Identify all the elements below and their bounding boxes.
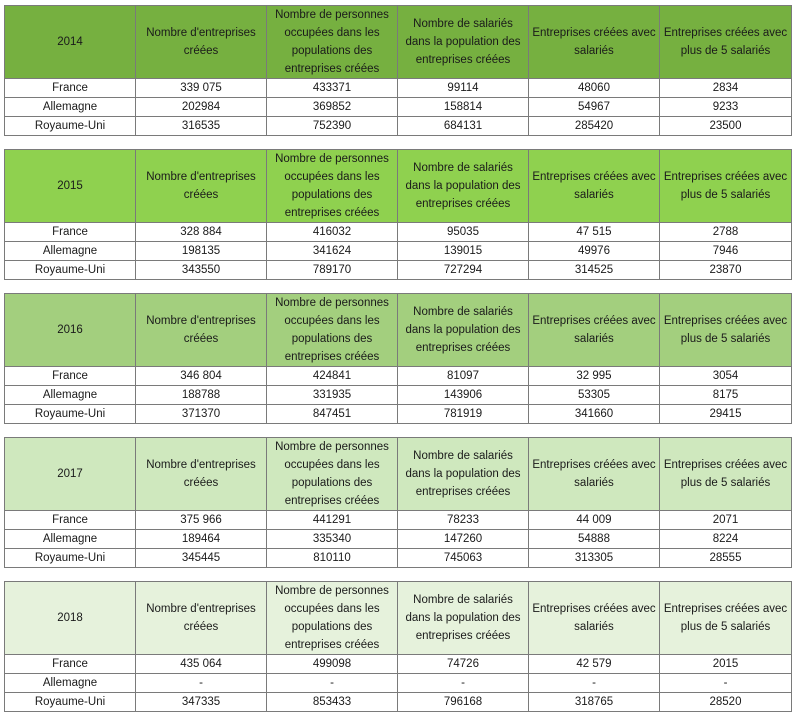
year-cell[interactable]: 2015	[5, 150, 136, 223]
table-row	[5, 223, 792, 242]
column-header-c5[interactable]: Entreprises créées avec plus de 5 salariés	[660, 6, 792, 79]
value-cell[interactable]: 313305	[529, 549, 660, 568]
table-row	[5, 98, 792, 117]
value-cell[interactable]: -	[660, 674, 792, 693]
column-header-c3[interactable]: Nombre de salariés dans la population des entreprises créées	[398, 150, 529, 223]
value-cell[interactable]: 202984	[136, 98, 267, 117]
column-header-c2[interactable]: Nombre de personnes occupées dans les populations des entreprises créées	[267, 438, 398, 511]
column-header-c2[interactable]: Nombre de personnes occupées dans les populations des entreprises créées	[267, 6, 398, 79]
value-cell[interactable]: 2071	[660, 511, 792, 530]
value-cell[interactable]: 147260	[398, 530, 529, 549]
year-cell[interactable]: 2018	[5, 582, 136, 655]
column-header-c3[interactable]: Nombre de salariés dans la population des entreprises créées	[398, 582, 529, 655]
header-row	[5, 438, 792, 511]
country-cell[interactable]: France	[5, 367, 136, 386]
column-header-c2[interactable]: Nombre de personnes occupées dans les populations des entreprises créées	[267, 582, 398, 655]
column-header-c4[interactable]: Entreprises créées avec salariés	[529, 6, 660, 79]
value-cell[interactable]: 143906	[398, 386, 529, 405]
value-cell[interactable]: 499098	[267, 655, 398, 674]
table-row	[5, 79, 792, 98]
value-cell[interactable]: 32 995	[529, 367, 660, 386]
value-cell[interactable]: 346 804	[136, 367, 267, 386]
value-cell[interactable]: 314525	[529, 261, 660, 280]
value-cell[interactable]: -	[136, 674, 267, 693]
column-header-c4[interactable]: Entreprises créées avec salariés	[529, 294, 660, 367]
value-cell[interactable]: 343550	[136, 261, 267, 280]
column-header-c5[interactable]: Entreprises créées avec plus de 5 salariés	[660, 150, 792, 223]
country-cell[interactable]: France	[5, 223, 136, 242]
column-header-c1[interactable]: Nombre d'entreprises créées	[136, 6, 267, 79]
value-cell[interactable]: 345445	[136, 549, 267, 568]
country-cell[interactable]: Allemagne	[5, 242, 136, 261]
value-cell[interactable]: 28555	[660, 549, 792, 568]
table-row	[5, 511, 792, 530]
value-cell[interactable]: 2834	[660, 79, 792, 98]
value-cell[interactable]: 74726	[398, 655, 529, 674]
value-cell[interactable]: 684131	[398, 117, 529, 136]
value-cell[interactable]: 49976	[529, 242, 660, 261]
table-row	[5, 655, 792, 674]
column-header-c3[interactable]: Nombre de salariés dans la population des entreprises créées	[398, 438, 529, 511]
table-row	[5, 549, 792, 568]
value-cell[interactable]: 853433	[267, 693, 398, 712]
value-cell[interactable]: 341624	[267, 242, 398, 261]
value-cell[interactable]: 416032	[267, 223, 398, 242]
table-2018	[4, 581, 792, 712]
value-cell[interactable]: 158814	[398, 98, 529, 117]
column-header-c5[interactable]: Entreprises créées avec plus de 5 salariés	[660, 294, 792, 367]
table-row	[5, 367, 792, 386]
value-cell[interactable]: 28520	[660, 693, 792, 712]
column-header-c1[interactable]: Nombre d'entreprises créées	[136, 582, 267, 655]
value-cell[interactable]: 139015	[398, 242, 529, 261]
value-cell[interactable]: 375 966	[136, 511, 267, 530]
country-cell[interactable]: Royaume-Uni	[5, 549, 136, 568]
value-cell[interactable]: 810110	[267, 549, 398, 568]
table-2016	[4, 293, 792, 424]
country-cell[interactable]: Allemagne	[5, 98, 136, 117]
country-cell[interactable]: Allemagne	[5, 530, 136, 549]
table-row	[5, 386, 792, 405]
country-cell[interactable]: Allemagne	[5, 674, 136, 693]
year-cell[interactable]: 2014	[5, 6, 136, 79]
country-cell[interactable]: Royaume-Uni	[5, 261, 136, 280]
country-cell[interactable]: Royaume-Uni	[5, 693, 136, 712]
value-cell[interactable]: 339 075	[136, 79, 267, 98]
column-header-c1[interactable]: Nombre d'entreprises créées	[136, 294, 267, 367]
column-header-c5[interactable]: Entreprises créées avec plus de 5 salariés	[660, 438, 792, 511]
value-cell[interactable]: 435 064	[136, 655, 267, 674]
value-cell[interactable]: 29415	[660, 405, 792, 424]
value-cell[interactable]: 796168	[398, 693, 529, 712]
table-row	[5, 693, 792, 712]
table-row	[5, 117, 792, 136]
column-header-c5[interactable]: Entreprises créées avec plus de 5 salariés	[660, 582, 792, 655]
value-cell[interactable]: 318765	[529, 693, 660, 712]
value-cell[interactable]: 198135	[136, 242, 267, 261]
value-cell[interactable]: 188788	[136, 386, 267, 405]
year-cell[interactable]: 2016	[5, 294, 136, 367]
header-row	[5, 150, 792, 223]
header-row	[5, 582, 792, 655]
country-cell[interactable]: Allemagne	[5, 386, 136, 405]
value-cell[interactable]: -	[267, 674, 398, 693]
value-cell[interactable]: 335340	[267, 530, 398, 549]
value-cell[interactable]: 752390	[267, 117, 398, 136]
value-cell[interactable]: 745063	[398, 549, 529, 568]
value-cell[interactable]: 441291	[267, 511, 398, 530]
value-cell[interactable]: 42 579	[529, 655, 660, 674]
value-cell[interactable]: 789170	[267, 261, 398, 280]
country-cell[interactable]: Royaume-Uni	[5, 405, 136, 424]
value-cell[interactable]: 781919	[398, 405, 529, 424]
column-header-c2[interactable]: Nombre de personnes occupées dans les populations des entreprises créées	[267, 150, 398, 223]
value-cell[interactable]: 727294	[398, 261, 529, 280]
value-cell[interactable]: 81097	[398, 367, 529, 386]
year-cell[interactable]: 2017	[5, 438, 136, 511]
column-header-c3[interactable]: Nombre de salariés dans la population des entreprises créées	[398, 294, 529, 367]
country-cell[interactable]: Royaume-Uni	[5, 117, 136, 136]
value-cell[interactable]: -	[398, 674, 529, 693]
value-cell[interactable]: 48060	[529, 79, 660, 98]
column-header-c4[interactable]: Entreprises créées avec salariés	[529, 582, 660, 655]
value-cell[interactable]: 189464	[136, 530, 267, 549]
value-cell[interactable]: 331935	[267, 386, 398, 405]
value-cell[interactable]: 54967	[529, 98, 660, 117]
value-cell[interactable]: 44 009	[529, 511, 660, 530]
country-cell[interactable]: France	[5, 79, 136, 98]
value-cell[interactable]: 99114	[398, 79, 529, 98]
country-cell[interactable]: France	[5, 511, 136, 530]
table-row	[5, 674, 792, 693]
value-cell[interactable]: 3054	[660, 367, 792, 386]
header-row	[5, 294, 792, 367]
value-cell[interactable]: 371370	[136, 405, 267, 424]
value-cell[interactable]: 328 884	[136, 223, 267, 242]
value-cell[interactable]: 285420	[529, 117, 660, 136]
value-cell[interactable]: 847451	[267, 405, 398, 424]
table-2015	[4, 149, 792, 280]
value-cell[interactable]: 53305	[529, 386, 660, 405]
value-cell[interactable]: 78233	[398, 511, 529, 530]
value-cell[interactable]: 2788	[660, 223, 792, 242]
value-cell[interactable]: 424841	[267, 367, 398, 386]
value-cell[interactable]: 7946	[660, 242, 792, 261]
table-row	[5, 405, 792, 424]
table-row	[5, 530, 792, 549]
value-cell[interactable]: 316535	[136, 117, 267, 136]
value-cell[interactable]: 47 515	[529, 223, 660, 242]
header-row	[5, 6, 792, 79]
value-cell[interactable]: 23870	[660, 261, 792, 280]
value-cell[interactable]: 369852	[267, 98, 398, 117]
value-cell[interactable]: 2015	[660, 655, 792, 674]
country-cell[interactable]: France	[5, 655, 136, 674]
value-cell[interactable]: -	[529, 674, 660, 693]
value-cell[interactable]: 54888	[529, 530, 660, 549]
column-header-c3[interactable]: Nombre de salariés dans la population des entreprises créées	[398, 6, 529, 79]
value-cell[interactable]: 95035	[398, 223, 529, 242]
table-2014	[4, 5, 792, 136]
table-row	[5, 261, 792, 280]
column-header-c1[interactable]: Nombre d'entreprises créées	[136, 150, 267, 223]
value-cell[interactable]: 9233	[660, 98, 792, 117]
value-cell[interactable]: 23500	[660, 117, 792, 136]
value-cell[interactable]: 8175	[660, 386, 792, 405]
column-header-c1[interactable]: Nombre d'entreprises créées	[136, 438, 267, 511]
value-cell[interactable]: 341660	[529, 405, 660, 424]
column-header-c4[interactable]: Entreprises créées avec salariés	[529, 150, 660, 223]
column-header-c2[interactable]: Nombre de personnes occupées dans les populations des entreprises créées	[267, 294, 398, 367]
value-cell[interactable]: 433371	[267, 79, 398, 98]
table-row	[5, 242, 792, 261]
column-header-c4[interactable]: Entreprises créées avec salariés	[529, 438, 660, 511]
value-cell[interactable]: 347335	[136, 693, 267, 712]
table-2017	[4, 437, 792, 568]
value-cell[interactable]: 8224	[660, 530, 792, 549]
